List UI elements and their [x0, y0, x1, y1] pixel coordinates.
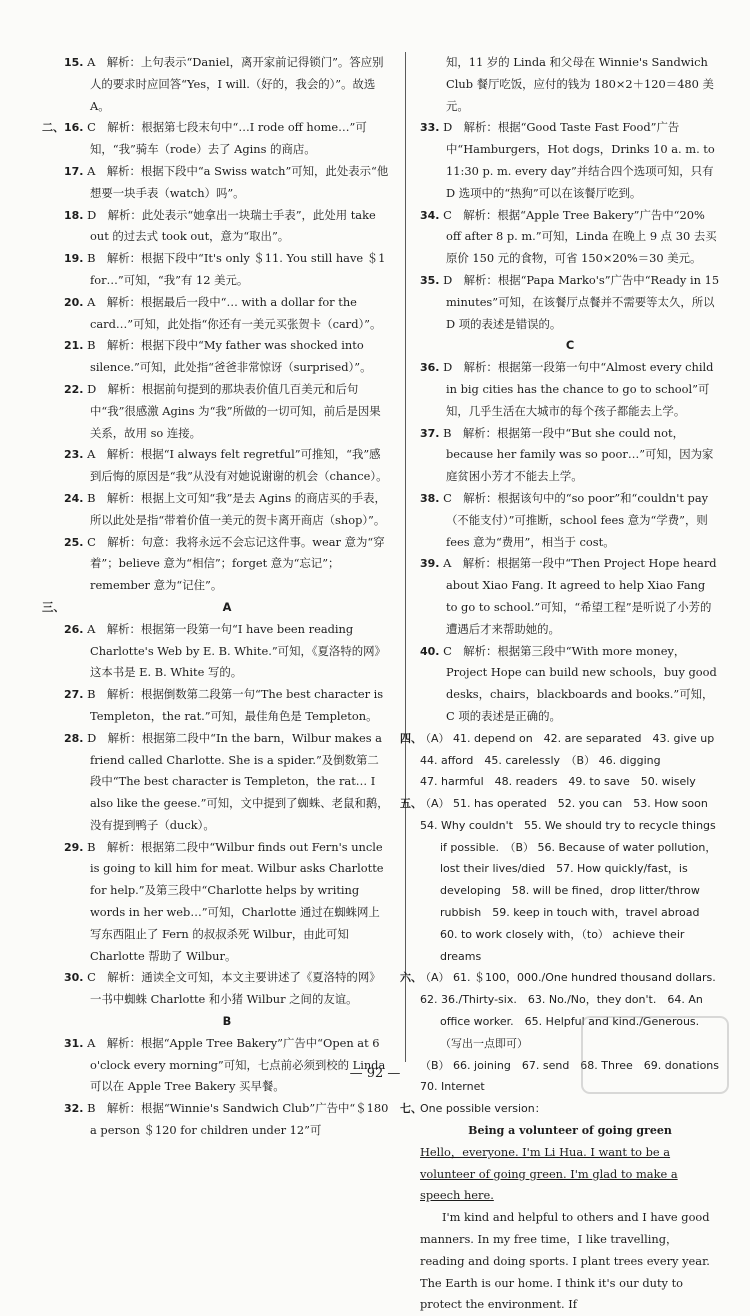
question-number: 38.	[420, 491, 440, 505]
vocab-text: （A） 51. has operated 52. you can 53. How soon	[420, 797, 708, 811]
question-number: 39.	[420, 557, 440, 571]
answer-item	[64, 967, 390, 1011]
answer-text: C 解析：根据第七段末句中“…I rode off home…”可知，“我”骑车（rode）去了 Agins 的商店。	[83, 120, 367, 157]
answer-text: C 解析：根据第三段中“With more money，Project Hope can build new schools，buy good desks，chairs，blackboards and books.”可知，C 项的表述是正确的。	[439, 643, 717, 723]
answer-item	[64, 1098, 390, 1142]
question-number: 28.	[64, 731, 84, 745]
answer-item	[64, 444, 390, 488]
answer-item	[64, 488, 390, 532]
question-number: 21.	[64, 339, 84, 353]
answer-item	[420, 423, 720, 488]
answer-item	[420, 270, 720, 335]
vocab-text: 47. harmful 48. readers 49. to save 50. wisely	[420, 775, 696, 789]
essay-intro-underlined: Hello，everyone. I'm Li Hua. I want to be a volunteer of going green. I'm glad to make a speech here.	[420, 1144, 678, 1203]
answer-item	[64, 161, 390, 205]
question-number: 27.	[64, 688, 84, 702]
section-header	[64, 1011, 390, 1033]
answer-text: B 解析：根据下段中“My father was shocked into silence.”可知，此处指“爸爸非常惊讶（surprised）”。	[83, 338, 372, 375]
vocab-text: 70. Internet	[420, 1080, 485, 1094]
question-number: 40.	[420, 644, 440, 658]
vocab-text: 44. afford 45. carelessly （B） 46. digging	[420, 753, 661, 767]
left-column	[42, 52, 390, 1142]
watermark-logo	[580, 1015, 730, 1095]
question-number: 19.	[64, 252, 84, 266]
answer-item	[420, 553, 720, 640]
answer-item	[64, 728, 390, 837]
answer-text: A 解析：根据第一段第一句“I have been reading Charlotte's Web by E. B. White.”可知，《夏洛特的网》这本书是 E. B. White 写的。	[83, 621, 386, 680]
answer-text: D 解析：此处表示“她拿出一块瑞士手表”，此处用 take out 的过去式 took out，意为“取出”。	[83, 207, 376, 244]
essay-body: I'm kind and helpful to others and I have good manners. In my free time，I like travelling，reading and doing sports. I plant trees every year. The Earth is our home. I think it's our duty to protect the environment. If	[420, 1210, 710, 1312]
answer-item	[64, 248, 390, 292]
answer-text: B 解析：根据第一段中“But she could not，because her family was so poor…”可知，因为家庭贫困小芳才不能去上学。	[439, 425, 714, 484]
answer-text: B 解析：根据上文可知“我”是去 Agins 的商店买的手表，所以此处是指“带着价值一美元的贺卡离开商店（shop）”。	[83, 490, 386, 527]
question-number: 15.	[64, 56, 84, 69]
vocab-line	[420, 750, 720, 772]
section-letter: B	[222, 1014, 232, 1029]
vocab-text: （A） 41. depend on 42. are separated 43. give up	[420, 731, 715, 745]
answer-item	[64, 379, 390, 444]
answer-item	[42, 117, 390, 161]
essay-title: Being a volunteer of going green	[468, 1124, 672, 1138]
question-number: 17.	[64, 164, 84, 178]
answer-item	[64, 619, 390, 684]
answer-text: A 解析：根据“I always felt regretful”可推知，“我”感到后悔的原因是“我”从没有对她说谢谢的机会（chance）。	[83, 447, 388, 484]
question-number: 20.	[64, 295, 84, 309]
vocab-line	[400, 967, 720, 989]
vocab-text: （A） 61. ＄100，000./One hundred thousand dollars.	[420, 971, 716, 985]
continued-answer-32: 知，11 岁的 Linda 和父母在 Winnie's Sandwich Club 餐厅吃饭，应付的钱为 180×2＋120＝480 美元。	[446, 55, 714, 113]
question-number: 37.	[420, 426, 440, 440]
answer-item	[420, 117, 720, 204]
answer-text: A 解析：根据第一段中“Then Project Hope heard about Xiao Fang. It agreed to help Xiao Fang to go to school.”可知，“希望工程”是听说了小芳的遭遇后才来帮助她的。	[439, 556, 717, 636]
answer-text: B 解析：根据下段中“It's only ＄11. You still have ＄1 for…”可知，“我”有 12 美元。	[83, 251, 386, 287]
answer-text: B 解析：根据第二段中“Wilbur finds out Fern's uncle is going to kill him for meat. Wilbur asks Charlotte for help.”及第三段中“Charlotte helps by writing words in her web…”可知，Charlotte 通过在蜘蛛网上写东西阻止了 Fern 的叔叔杀死 Wilbur，由此可知 Charlotte 帮助了 Wilbur。	[83, 839, 384, 963]
section-header	[42, 597, 390, 619]
question-number: 25.	[64, 535, 84, 549]
section-letter: A	[222, 599, 232, 614]
essay-intro	[420, 1142, 720, 1207]
answer-text: A 解析：上句表示“Daniel，离开家前记得锁门”。答应别人的要求时应回答“Yes，I will.（好的，我会的）”。故选 A。	[83, 55, 384, 113]
answer-text: D 解析：根据前句提到的那块表价值几百美元和后句中“我”很感激 Agins 为“我”所做的一切可知，前后是因果关系，故用 so 连接。	[83, 381, 381, 440]
answer-item	[64, 532, 390, 597]
vocab-text: （B） 66. joining 67. send 68. Three 69. donations	[420, 1058, 720, 1072]
column-divider	[405, 52, 406, 1062]
answer-item	[420, 488, 720, 553]
answer-item	[64, 205, 390, 249]
answer-text: C 解析：通读全文可知，本文主要讲述了《夏洛特的网》一书中蜘蛛 Charlotte 和小猪 Wilbur 之间的友谊。	[83, 970, 381, 1007]
answer-text: D 解析：根据“Good Taste Fast Food”广告中“Hamburgers，Hot dogs，Drinks 10 a. m. to 11:30 p. m. every day”并结合四个选项可知，只有 D 选项中的“热狗”可以在该餐厅吃到。	[439, 120, 715, 200]
section-letter: C	[565, 338, 575, 353]
question-number: 35.	[420, 273, 440, 287]
vocab-line	[420, 771, 720, 793]
section-roman: 四、	[400, 731, 422, 745]
section-header	[420, 335, 720, 357]
answer-item	[420, 205, 720, 270]
answer-item	[420, 641, 720, 728]
answer-text: A 解析：根据最后一段中“… with a dollar for the card…”可知，此处指“你还有一美元买张贺卡（card）”。	[83, 294, 382, 331]
vocab-text: 54. Why couldn't 55. We should try to recycle things if possible. （B） 56. Because of water pollution，lost their lives/died 57. How quickly/fast，is developing 58. will be fined，drop litter/throw rubbish 59. keep in touch with，travel abroad 60. to work closely with，（to） achieve their dreams	[420, 818, 717, 963]
section-roman: 二、	[42, 121, 64, 135]
question-number: 18.	[64, 208, 84, 222]
question-number: 23.	[64, 448, 84, 462]
vocab-line	[400, 728, 720, 750]
question-number: 22.	[64, 382, 84, 396]
page-number: — 92 —	[349, 1066, 401, 1081]
answer-text: D 解析：根据第一段第一句中“Almost every child in big cities has the chance to go to school”可知，几乎生活在大城市的每个孩子都能去上学。	[439, 360, 714, 418]
question-number: 29.	[64, 840, 84, 854]
vocab-text: One possible version：	[420, 1102, 546, 1116]
answer-item	[64, 335, 390, 379]
answer-item	[64, 292, 390, 336]
right-entries	[420, 117, 720, 727]
vocab-text: 62. 36./Thirty-six. 63. No./No，they don't. 64. An office worker. 65. Helpful and kind./Generous.（写出一点即可）	[420, 993, 703, 1050]
right-column	[400, 52, 720, 1316]
answer-item	[64, 52, 390, 117]
answer-item	[420, 357, 720, 422]
question-number: 16.	[64, 121, 84, 135]
section-roman: 七、	[400, 1102, 422, 1116]
section-roman: 六、	[400, 971, 422, 985]
answer-text: D 解析：根据“Papa Marko's”广告中“Ready in 15 minutes”可知，在该餐厅点餐并不需要等太久，所以 D 项的表述是错误的。	[439, 272, 720, 331]
answer-text: A 解析：根据下段中“a Swiss watch”可知，此处表示“他想要一块手表（watch）吗”。	[83, 163, 389, 200]
question-number: 26.	[64, 622, 84, 636]
answer-text: C 解析：根据该句中的“so poor”和“couldn't pay（不能支付）”可推断，school fees 意为“学费”，则 fees 意为“费用”，相当于 cost。	[439, 490, 709, 549]
question-number: 33.	[420, 121, 440, 135]
question-number: 36.	[420, 361, 440, 375]
answer-item	[64, 684, 390, 728]
answer-text: C 解析：根据“Apple Tree Bakery”广告中“20% off after 8 p. m.”可知，Linda 在晚上 9 点 30 去买原价 150 元的食物，可省 150×20%＝30 美元。	[439, 207, 717, 266]
answer-item	[64, 837, 390, 968]
section-roman: 三、	[42, 599, 65, 614]
question-number: 32.	[64, 1102, 84, 1116]
answer-text: B 解析：根据“Winnie's Sandwich Club”广告中“＄180 a person ＄120 for children under 12”可	[83, 1101, 389, 1138]
vocab-line	[400, 793, 720, 815]
vocab-line	[400, 1098, 720, 1120]
answer-text: A 解析：根据“Apple Tree Bakery”广告中“Open at 6 o'clock every morning”可知，七点前必须到校的 Linda 可以在 Apple Tree Bakery 买早餐。	[83, 1035, 386, 1094]
answer-text: C 解析：句意：我将永远不会忘记这件事。wear 意为“穿着”；believe 意为“相信”；forget 意为“忘记”；remember 意为“记住”。	[83, 534, 385, 593]
question-number: 31.	[64, 1036, 84, 1050]
question-number: 30.	[64, 971, 84, 985]
question-number: 24.	[64, 491, 84, 505]
question-number: 34.	[420, 208, 440, 222]
answer-text: B 解析：根据倒数第二段第一句“The best character is Templeton，the rat.”可知，最佳角色是 Templeton。	[83, 687, 384, 723]
answer-text: D 解析：根据第二段中“In the barn，Wilbur makes a friend called Charlotte. She is a spider.”及倒数第二段中“The best character is Templeton，the rat… I also like the geese.”可知，文中提到了蜘蛛、老鼠和鹅，没有提到鸭子（duck）。	[83, 730, 389, 832]
vocab-line	[420, 815, 720, 968]
section-roman: 五、	[400, 797, 422, 811]
